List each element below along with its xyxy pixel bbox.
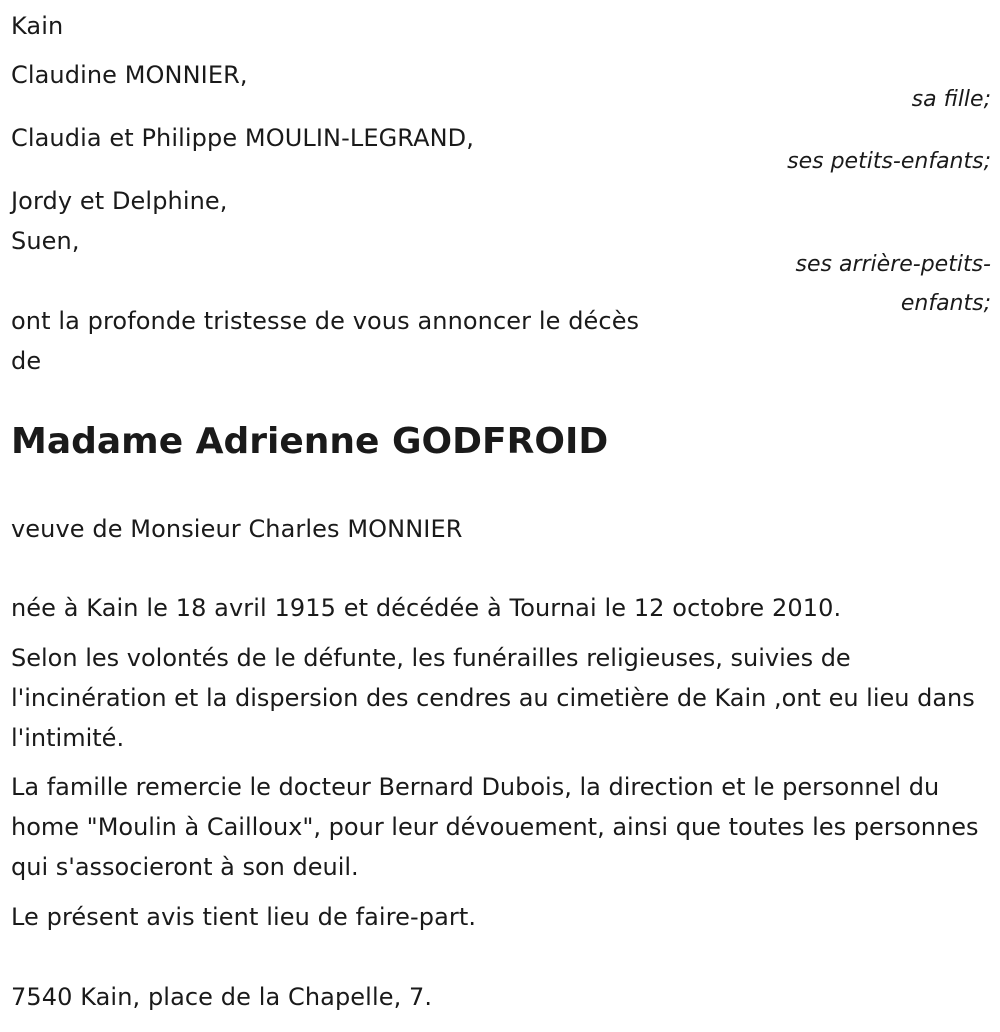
- birth-death-dates: née à Kain le 18 avril 1915 et décédée à Tournai le 12 octobre 2010.: [11, 594, 842, 622]
- announcement-line-2: de: [11, 347, 42, 375]
- notice-paragraph: Le présent avis tient lieu de faire-part.: [11, 903, 477, 931]
- great-grandchildren-relation-line-1: ses arrière-petits-: [795, 252, 991, 277]
- daughter-name: Claudine MONNIER,: [11, 61, 248, 89]
- address: 7540 Kain, place de la Chapelle, 7.: [11, 983, 433, 1011]
- deceased-name: Madame Adrienne GODFROID: [11, 421, 609, 462]
- thanks-paragraph: La famille remercie le docteur Bernard Dubois, la direction et le personnel du home "Moulin à Cailloux", pour leur dévouement, ainsi que toutes les personnes qui s'associeront à son deuil.: [11, 773, 979, 881]
- grandchildren-names: Claudia et Philippe MOULIN-LEGRAND,: [11, 124, 474, 152]
- place-label: Kain: [11, 12, 64, 40]
- great-grandchildren-name-1: Jordy et Delphine,: [11, 187, 228, 215]
- grandchildren-relation: ses petits-enfants;: [787, 149, 991, 174]
- funeral-paragraph: Selon les volontés de le défunte, les funérailles religieuses, suivies de l'incinération et la dispersion des cendres au cimetière de Kain ,ont eu lieu dans l'intimité.: [11, 644, 975, 752]
- great-grandchildren-relation-line-2: enfants;: [900, 291, 991, 316]
- great-grandchildren-name-2: Suen,: [11, 227, 80, 255]
- announcement-line-1: ont la profonde tristesse de vous annoncer le décès: [11, 307, 640, 335]
- daughter-relation: sa fille;: [911, 87, 991, 112]
- widow-of: veuve de Monsieur Charles MONNIER: [11, 515, 463, 543]
